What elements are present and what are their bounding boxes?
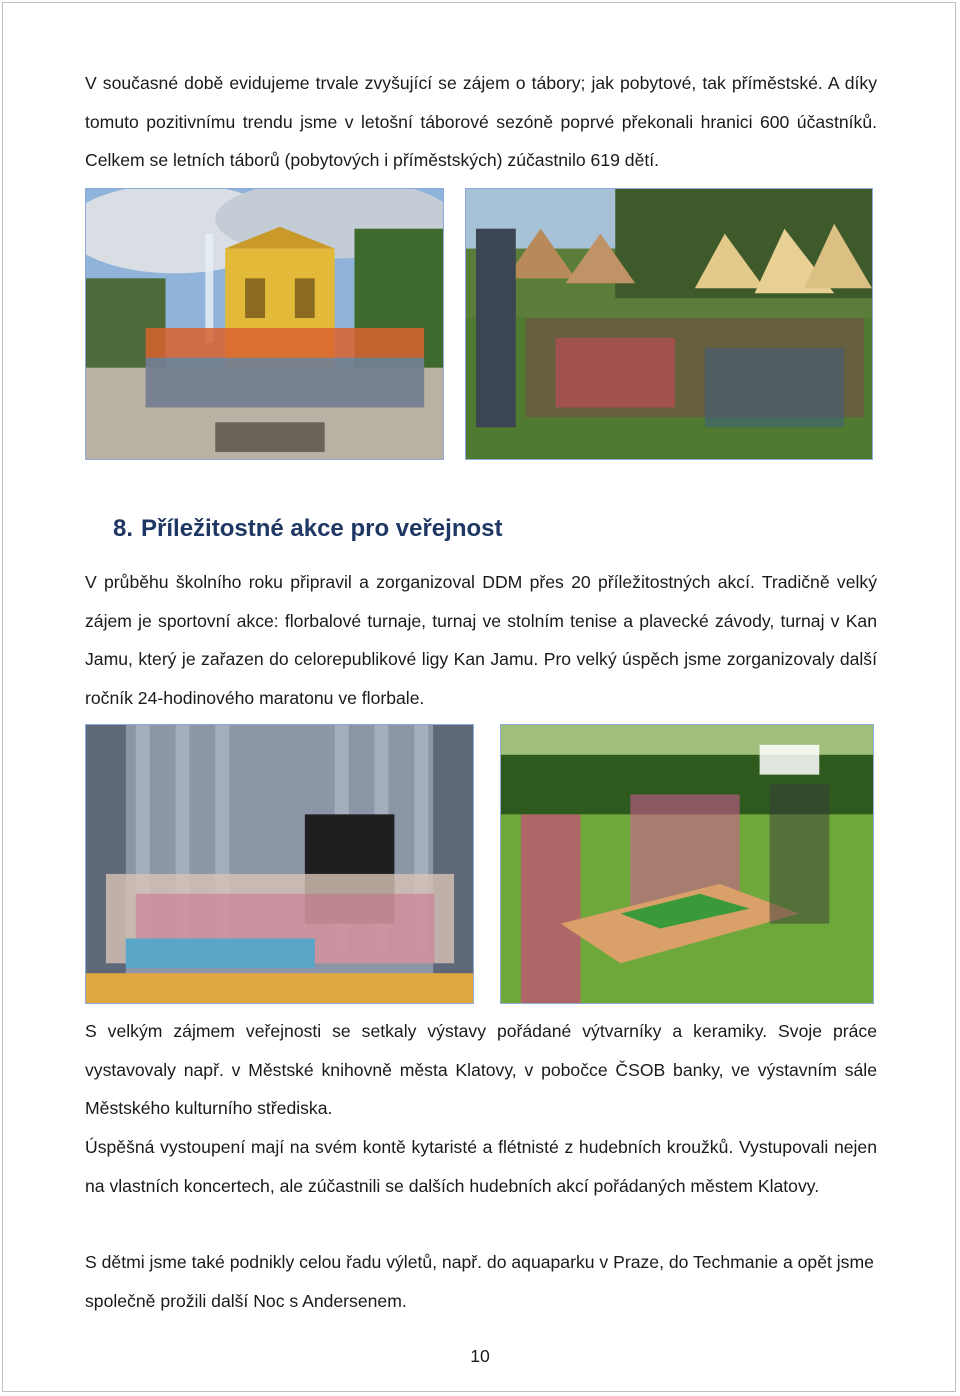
music-paragraph: Úspěšná vystoupení mají na svém kontě kytaristé a flétnisté z hudebních kroužků. Vystupovali nejen na vlastních koncertech, ale zúčastnili se dalších hudebních akcí pořádaných městem Klatovy. <box>85 1137 877 1196</box>
photo-camp-tents <box>465 188 873 460</box>
page-number: 10 <box>470 1346 490 1366</box>
trips-paragraph: S dětmi jsme také podnikly celou řadu výletů, např. do aquaparku v Praze, do Techmanie a opět jsme společně prožili další Noc s Andersenem. <box>85 1252 874 1311</box>
camps-paragraph: V současné době evidujeme trvale zvyšující se zájem o tábory; jak pobytové, tak příměstské. A díky tomuto pozitivnímu trendu jsme v letošní táborové sezóně poprvé překonali hranici 600 účastníků. Celkem se letních táborů (pobytových i příměstských) zúčastnilo 619 dětí. <box>85 73 877 171</box>
photo-outdoor-game <box>500 724 874 1004</box>
section-title: Příležitostné akce pro veřejnost <box>141 515 503 542</box>
photo-stage-performance <box>85 724 474 1004</box>
section-heading <box>113 507 502 551</box>
exhibitions-paragraph: S velkým zájmem veřejnosti se setkaly výstavy pořádané výtvarníky a keramiky. Svoje práce vystavovaly např. v Městské knihovně města Klatovy, v pobočce ČSOB banky, ve výstavním sále Městského kulturního střediska. <box>85 1021 877 1119</box>
section-number: 8. <box>113 515 134 542</box>
events-paragraph: V průběhu školního roku připravil a zorganizoval DDM přes 20 příležitostných akcí. Tradičně velký zájem je sportovní akce: florbalové turnaje, turnaj ve stolním tenise a plavecké závody, turnaj v Kan Jamu, který je zařazen do celorepublikové ligy Kan Jamu. Pro velký úspěch jsme zorganizovaly další ročník 24-hodinového maratonu ve florbale. <box>85 572 877 708</box>
photo-colonnade-group <box>85 188 444 460</box>
